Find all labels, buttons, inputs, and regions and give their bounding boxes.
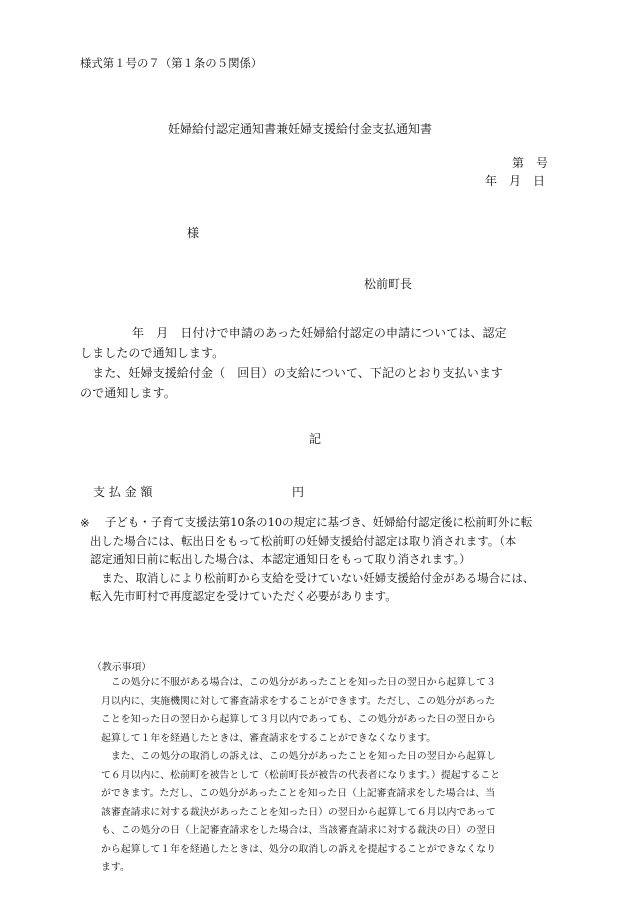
form-number: 様式第１号の７（第１条の５関係） <box>80 56 263 70</box>
kyoji-line: また、この処分の取消しの訴えは、この処分があったことを知った日の翌日から起算し <box>101 751 496 762</box>
ki-heading: 記 <box>309 432 322 446</box>
body-line: しましたので通知します。 <box>80 346 225 360</box>
issuer-name: 松前町長 <box>364 277 413 291</box>
note-block <box>90 513 534 606</box>
kyoji-line: から起算して１年を経過したときは、処分の取消しの訴えを提起することができなくなり <box>101 843 497 855</box>
kyoji-block <box>101 674 500 878</box>
document-title: 妊婦給付認定通知書兼妊婦支援給付金支払通知書 <box>168 122 433 136</box>
document-date: 年 月 日 <box>485 174 546 188</box>
kyoji-line: ことを知った日の翌日から起算して３月以内であっても、この処分があった日の翌日から <box>101 714 496 725</box>
note-mark: ※ <box>80 516 90 530</box>
kyoji-line: て６月以内に、松前町を被告として（松前町長が被告の代表者になります。）提起すること <box>101 769 501 781</box>
body-paragraph <box>80 323 507 403</box>
kyoji-line: 起算して１年を経過したときは、審査請求をすることができなくなります。 <box>101 732 436 744</box>
kyoji-line: ます。 <box>101 862 130 873</box>
note-line: また、取消しにより松前町から支給を受けていない妊婦支援給付金がある場合には、 <box>90 570 535 585</box>
body-line: ので通知します。 <box>80 386 176 400</box>
payment-amount-unit: 円 <box>292 485 305 499</box>
kyoji-line: 月以内に、実施機関に対して審査請求をすることができます。ただし、この処分があった <box>101 695 496 707</box>
document-number: 第 号 <box>512 156 549 170</box>
kyoji-line: ができます。ただし、この処分があったことを知った日（上記審査請求をした場合は、当 <box>101 788 496 799</box>
addressee-suffix: 様 <box>187 226 200 240</box>
note-line: 転入先市町村で再度認定を受けていただく必要があります。 <box>90 589 397 603</box>
kyoji-line: も、この処分の日（上記審査請求をした場合は、当該審査請求に対する裁決の日）の翌日 <box>101 825 497 836</box>
kyoji-line: この処分に不服がある場合は、この処分があったことを知った日の翌日から起算して３ <box>101 677 496 688</box>
note-line: 認定通知日前に転出した場合は、本認定通知日をもって取り消されます。） <box>90 552 471 566</box>
payment-amount-label: 支 払 金 額 <box>93 485 153 499</box>
kyoji-line: 該審査請求に対する裁決があったことを知った日）の翌日から起算して６月以内であって <box>101 806 496 818</box>
note-line: 出した場合には、転出日をもって松前町の妊婦支援給付認定は取り消されます。（本 <box>90 533 517 548</box>
body-line: 年 月 日付けで申請のあった妊婦給付認定の申請については、認定 <box>132 326 507 340</box>
body-line: また、妊婦支援給付金（ 回目）の支給について、下記のとおり支払います <box>80 366 504 380</box>
kyoji-heading: （教示事項） <box>92 662 152 673</box>
note-line: 子ども・子育て支援法第10条の10の規定に基づき、妊婦給付認定後に松前町外に転 <box>105 515 533 529</box>
